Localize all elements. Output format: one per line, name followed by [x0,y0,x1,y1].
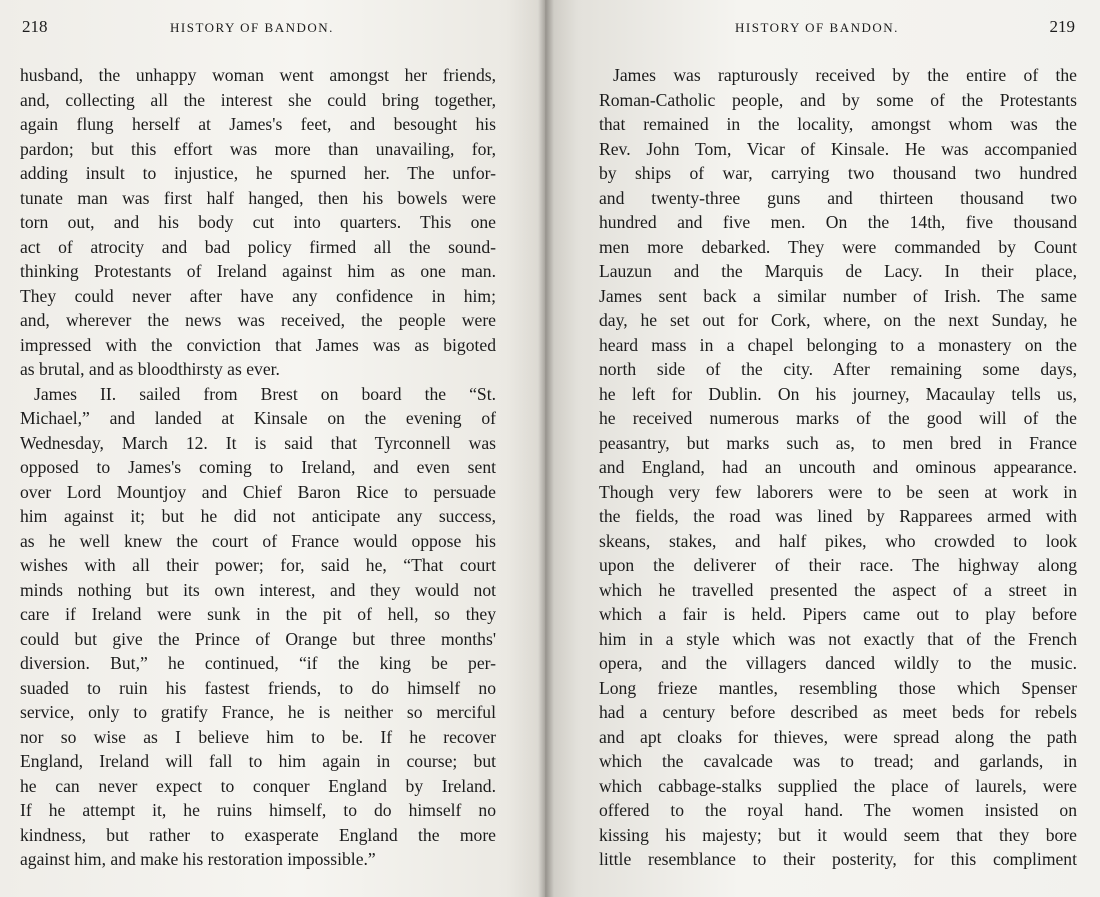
text-line: men more debarked. They were commanded by Count [599,236,1077,257]
text-line: and apt cloaks for thieves, were spread along the path [599,726,1077,747]
text-line: and, wherever the news was received, the people were [20,310,496,330]
text-line: service, only to gratify France, he is neither so merciful [20,702,496,722]
text-line: care if Ireland were sunk in the pit of hell, so they [20,604,496,624]
left-page [0,0,545,897]
text-line: day, he set out for Cork, where, on the next Sunday, he [599,310,1077,330]
text-line: hundred and five men. On the 14th, five thousand [599,212,1077,232]
left-running-head: HISTORY OF BANDON. [170,20,334,35]
right-running-head: HISTORY OF BANDON. [735,20,899,35]
text-line: him against it; but he did not anticipate any success, [20,506,496,526]
text-line: and twenty-three guns and thirteen thousand two [599,187,1077,208]
text-line: and, collecting all the interest she could bring together, [20,89,496,110]
text-line: had a century before described as meet beds for rebels [599,702,1077,722]
text-line: over Lord Mountjoy and Chief Baron Rice to persuade [20,481,496,502]
text-line: diversion. But,” he continued, “if the king be per- [20,653,496,673]
text-line: wishes with all their power; for, said he, “That court [20,555,496,575]
text-line: kindness, but rather to exasperate England the more [20,824,496,845]
text-line: him in a style which was not exactly that of the French [599,628,1077,649]
text-line: as brutal, and as bloodthirsty as ever. [20,359,280,379]
text-line: James sent back a similar number of Irish. The same [599,285,1077,306]
text-line: kissing his majesty; but it would seem that they bore [599,824,1077,845]
text-line: pardon; but this effort was more than unavailing, for, [20,138,496,159]
text-line: England, Ireland will fall to him again in course; but [20,751,496,771]
right-page-text [599,63,1077,872]
text-line: heard mass in a chapel belonging to a monastery on the [599,334,1077,355]
text-line: nor so wise as I believe him to be. If he recover [20,726,496,747]
text-line: offered to the royal hand. The women insisted on [599,800,1077,820]
text-line: minds nothing but its own interest, and they would not [20,579,496,600]
text-line: adding insult to injustice, he spurned her. The unfor- [20,163,496,183]
text-line: which a fair is held. Pipers came out to play before [599,604,1077,624]
text-line: peasantry, but marks such as, to men bred in France [599,432,1077,453]
right-page [545,0,1100,897]
text-line: which the cavalcade was to tread; and garlands, in [599,751,1077,771]
text-line: against him, and make his restoration impossible.” [20,849,376,869]
text-line: skeans, stakes, and half pikes, who crowded to look [599,530,1077,551]
book-gutter [538,0,554,897]
text-line: Lauzun and the Marquis de Lacy. In their place, [599,261,1077,281]
text-line: that remained in the locality, amongst whom was the [599,114,1077,134]
text-line: tunate man was first half hanged, then his bowels were [20,187,496,208]
text-line: thinking Protestants of Ireland against him as one man. [20,261,496,281]
text-line: suaded to ruin his fastest friends, to do himself no [20,677,496,698]
text-line: he left for Dublin. On his journey, Macaulay tells us, [599,383,1077,404]
text-line: as he well knew the court of France would oppose his [20,530,496,551]
text-line: opera, and the villagers danced wildly to the music. [599,653,1077,673]
text-line: the fields, the road was lined by Rapparees armed with [599,506,1077,526]
right-page-number: 219 [1049,17,1075,36]
text-line: north side of the city. After remaining some days, [599,359,1077,379]
text-line: again flung herself at James's feet, and besought his [20,114,496,134]
left-page-text [20,63,496,872]
text-line: They could never after have any confidence in him; [20,285,496,306]
text-line: James II. sailed from Brest on board the “St. [34,383,496,404]
text-line: and England, had an uncouth and ominous appearance. [599,457,1077,477]
text-line: James was rapturously received by the entire of the [613,65,1077,85]
text-line: impressed with the conviction that James was as bigoted [20,334,496,355]
text-line: husband, the unhappy woman went amongst her friends, [20,65,496,85]
text-line: which he travelled presented the aspect of a street in [599,579,1077,600]
text-line: act of atrocity and bad policy firmed all the sound- [20,236,496,257]
text-line: little resemblance to their posterity, for this compliment [599,849,1077,869]
text-line: Wednesday, March 12. It is said that Tyrconnell was [20,432,496,453]
text-line: Rev. John Tom, Vicar of Kinsale. He was accompanied [599,138,1077,159]
text-line: Though very few laborers were to be seen at work in [599,481,1077,502]
text-line: upon the deliverer of their race. The highway along [599,555,1077,575]
left-page-header [22,17,500,44]
text-line: opposed to James's coming to Ireland, and even sent [20,457,496,477]
text-line: If he attempt it, he ruins himself, to do himself no [20,800,496,820]
text-line: Long frieze mantles, resembling those which Spenser [599,677,1077,698]
text-line: torn out, and his body cut into quarters. This one [20,212,496,232]
text-line: by ships of war, carrying two thousand two hundred [599,163,1077,183]
right-page-header [735,17,1075,44]
text-line: which cabbage-stalks supplied the place of laurels, were [599,775,1077,796]
text-line: Michael,” and landed at Kinsale on the evening of [20,408,496,428]
left-page-number: 218 [22,17,48,36]
text-line: could but give the Prince of Orange but three months' [20,628,496,649]
text-line: Roman-Catholic people, and by some of the Protestants [599,89,1077,110]
text-line: he received numerous marks of the good will of the [599,408,1077,428]
text-line: he can never expect to conquer England by Ireland. [20,775,496,796]
